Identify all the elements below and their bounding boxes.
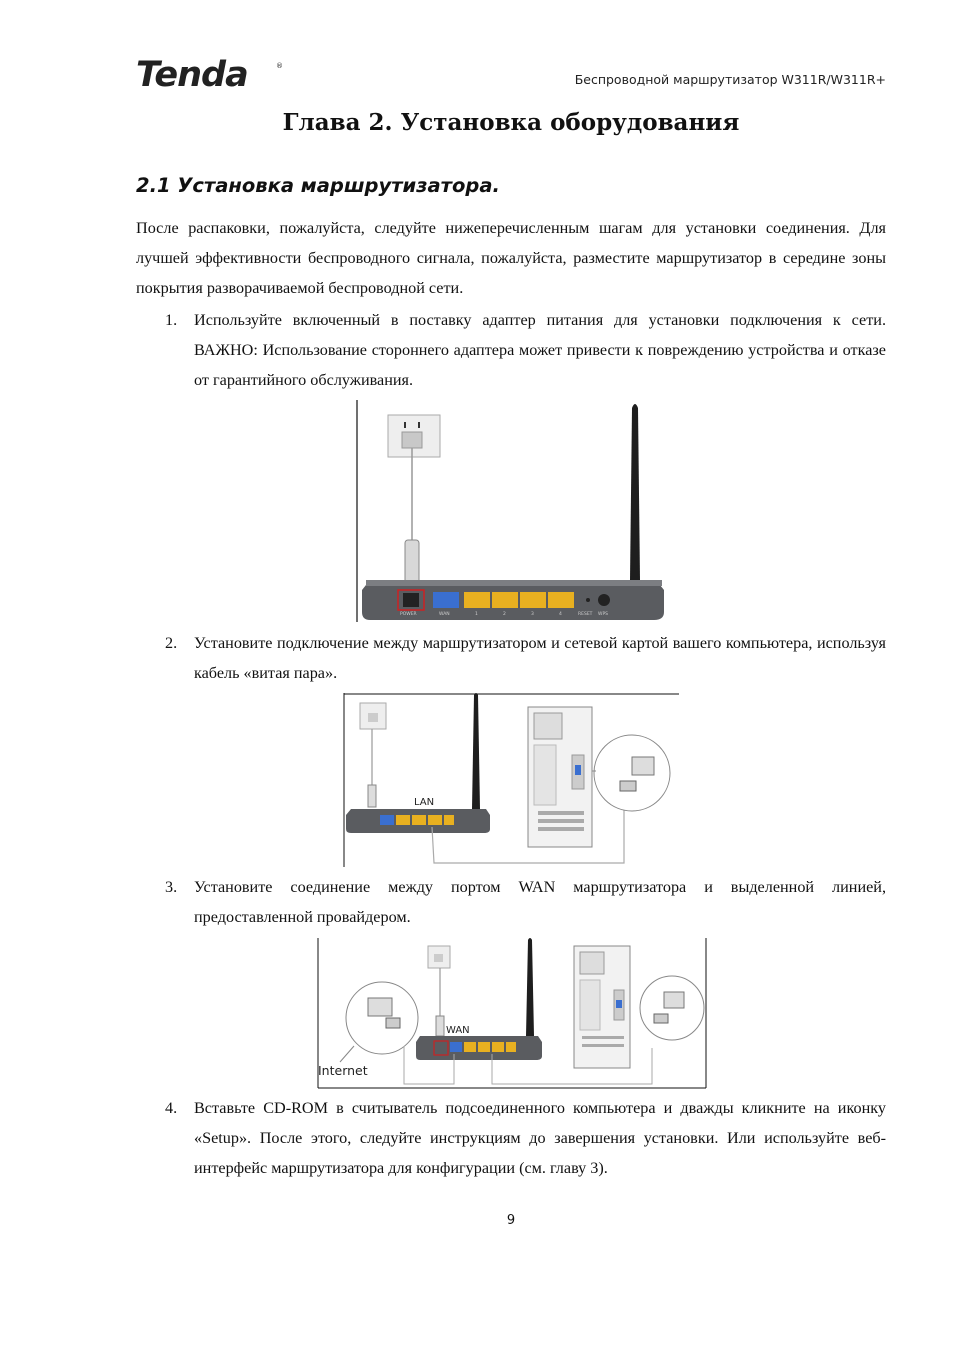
step-text: Используйте включенный в поставку адаптер питания для установки подключения к сети. ВАЖНО: Использование стороннего адаптера может привести к повреждению устройства и отказе от гарантийного обслуживания. — [194, 311, 886, 389]
step-text: Установите подключение между маршрутизатором и сетевой картой вашего компьютера, используя кабель «витая пара». — [194, 634, 886, 682]
figure-lan-connection — [342, 693, 680, 867]
step-number: 2. — [165, 634, 178, 652]
intro-paragraph: После распаковки, пожалуйста, следуйте нижеперечисленным шагам для установки соединения. Для лучшей эффективности беспроводного сигнала, пожалуйста, разместите маршрутизатор в середине зоны покрытия разворачиваемой беспроводной сети. — [136, 219, 886, 297]
figure-power-connection — [356, 400, 666, 622]
port-label: 2 — [503, 612, 506, 617]
port-label: 1 — [475, 612, 478, 617]
port-label: WPS — [598, 612, 609, 617]
lan-label: LAN — [414, 797, 435, 808]
wan-label: WAN — [446, 1025, 470, 1036]
step-number: 3. — [165, 878, 178, 896]
step-3 — [136, 872, 886, 932]
port-label: 3 — [531, 612, 534, 617]
svg-text:®: ® — [276, 62, 283, 70]
internet-label: Internet — [318, 1063, 368, 1078]
chapter-title: Глава 2. Установка оборудования — [282, 109, 740, 136]
section-title: 2.1 Установка маршрутизатора. — [136, 174, 500, 197]
port-label: WAN — [439, 612, 450, 617]
step-text: Установите соединение между портом WAN маршрутизатора и выделенной линией, предоставленной провайдером. — [194, 878, 886, 926]
tenda-logo — [136, 56, 286, 92]
step-number: 1. — [165, 311, 178, 329]
figure-wan-connection — [316, 938, 708, 1090]
port-label: 4 — [559, 612, 562, 617]
step-2 — [136, 628, 886, 688]
port-label: RESET — [578, 612, 593, 617]
svg-text:Tenda: Tenda — [136, 56, 248, 92]
step-number: 4. — [165, 1099, 178, 1117]
step-1 — [136, 305, 886, 395]
port-label: POWER — [400, 612, 417, 617]
header-product-name: Беспроводной маршрутизатор W311R/W311R+ — [574, 72, 886, 87]
step-text: Вставьте CD-ROM в считыватель подсоединенного компьютера и дважды кликните на иконку «Setup». После этого, следуйте инструкциям до завершения установки. Или используйте веб-интерфейс маршрутизатора для конфигурации (см. главу 3). — [194, 1099, 886, 1177]
page-number: 9 — [506, 1213, 516, 1228]
step-4 — [136, 1093, 886, 1183]
